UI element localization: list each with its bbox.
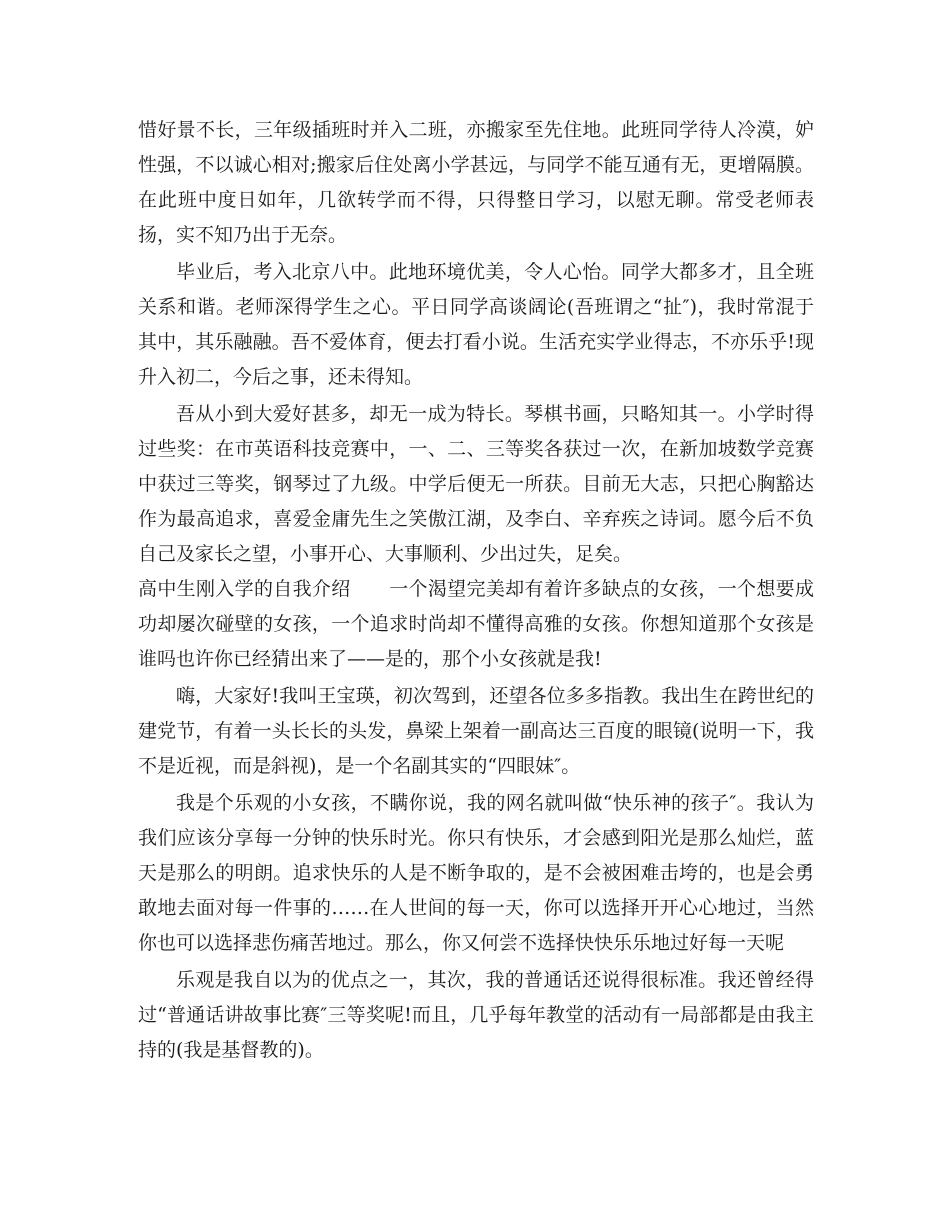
document-body: [138, 113, 814, 1068]
paragraph-3: 吾从小到大爱好甚多，却无一成为特长。琴棋书画，只略知其一。小学时得过些奖：在市英语科技竞赛中，一、二、三等奖各获过一次，在新加坡数学竞赛中获过三等奖，钢琴过了九级。中学后便无一所获。目前无大志，只把心胸豁达作为最高追求，喜爱金庸先生之笑傲江湖，及李白、辛弃疾之诗词。愿今后不负自己及家长之望，小事开心、大事顺利、少出过失，足矣。: [138, 403, 814, 565]
paragraph-4-heading: 高中生刚入学的自我介绍 一个渴望完美却有着许多缺点的女孩，一个想要成功却屡次碰壁的女孩，一个追求时尚却不懂得高雅的女孩。你想知道那个女孩是谁吗也许你已经猜出来了——是的，那个小女孩就是我!: [138, 578, 814, 670]
paragraph-2: 毕业后，考入北京八中。此地环境优美，令人心怡。同学大都多才，且全班关系和谐。老师深得学生之心。平日同学高谈阔论(吾班谓之“扯″)，我时常混于其中，其乐融融。吾不爱体育，便去打看小说。生活充实学业得志，不亦乐乎!现升入初二，今后之事，还未得知。: [138, 261, 814, 388]
paragraph-1: 惜好景不长，三年级插班时并入二班，亦搬家至先住地。此班同学待人冷漠，妒性强，不以诚心相对;搬家后住处离小学甚远，与同学不能互通有无，更增隔膜。在此班中度日如年，几欲转学而不得，只得整日学习，以慰无聊。常受老师表扬，实不知乃出于无奈。: [138, 119, 814, 246]
paragraph-7: 乐观是我自以为的优点之一，其次，我的普通话还说得很标准。我还曾经得过“普通话讲故事比赛″三等奖呢!而且，几乎每年教堂的活动有一局部都是由我主持的(我是基督教的)。: [138, 969, 814, 1061]
paragraph-6: 我是个乐观的小女孩，不瞒你说，我的网名就叫做“快乐神的孩子″。我认为我们应该分享每一分钟的快乐时光。你只有快乐，才会感到阳光是那么灿烂，蓝天是那么的明朗。追求快乐的人是不断争取的，是不会被困难击垮的，也是会勇敢地去面对每一件事的……在人世间的每一天，你可以选择开开心心地过，当然你也可以选择悲伤痛苦地过。那么，你又何尝不选择快快乐乐地过好每一天呢: [138, 792, 814, 954]
paragraph-5: 嗨，大家好!我叫王宝瑛，初次驾到，还望各位多多指教。我出生在跨世纪的建党节，有着一头长长的头发，鼻梁上架着一副高达三百度的眼镜(说明一下，我不是近视，而是斜视)，是一个名副其实的“四眼妹″。: [138, 685, 814, 777]
